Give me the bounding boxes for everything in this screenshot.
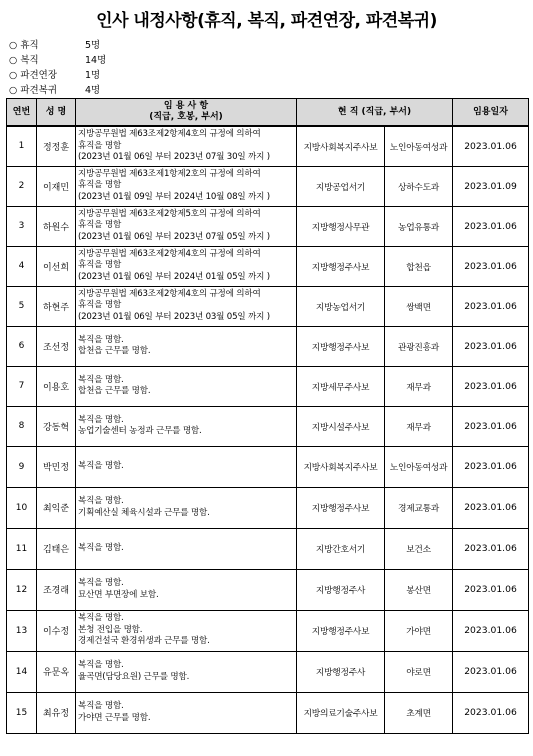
row-position: 지방행정주사보	[297, 326, 385, 366]
appointment-line: 지방공무원법 제63조제2항제4호의 규정에 의하여	[78, 288, 261, 299]
row-department: 봉산면	[385, 569, 453, 610]
row-no: 7	[7, 366, 37, 406]
row-position: 지방시설주사보	[297, 406, 385, 446]
table-row	[7, 651, 529, 692]
row-appointment	[76, 651, 297, 692]
summary-list	[9, 38, 106, 98]
row-department: 농업유통과	[385, 206, 453, 246]
row-date: 2023.01.06	[453, 326, 529, 366]
row-position: 지방공업서기	[297, 166, 385, 206]
table-row	[7, 366, 529, 406]
summary-label: ○ 파견복귀	[9, 83, 85, 98]
summary-item	[9, 53, 106, 68]
appointment-line: 복직을 명함.	[78, 701, 124, 711]
row-date: 2023.01.06	[453, 487, 529, 528]
table-row	[7, 286, 529, 326]
row-date: 2023.01.06	[453, 366, 529, 406]
row-position: 지방행정사무관	[297, 206, 385, 246]
appointment-line: 복직을 명함.	[78, 578, 124, 588]
row-date: 2023.01.06	[453, 206, 529, 246]
row-no: 1	[7, 126, 37, 166]
summary-count: 4명	[85, 85, 101, 96]
row-no: 2	[7, 166, 37, 206]
table-row	[7, 166, 529, 206]
table-row	[7, 446, 529, 487]
row-appointment	[76, 246, 297, 286]
row-position: 지방의료기술주사보	[297, 692, 385, 733]
row-name: 강동혁	[37, 406, 76, 446]
row-appointment	[76, 446, 297, 487]
header-appointment	[76, 99, 297, 127]
appointment-line: (2023년 01월 06일 부터 2023년 07월 05일 까지 )	[78, 231, 270, 242]
row-position: 지방사회복지주사보	[297, 126, 385, 166]
row-date: 2023.01.06	[453, 610, 529, 651]
row-department: 노인아동여성과	[385, 126, 453, 166]
page-title: 인사 내정사항(휴직, 복직, 파견연장, 파견복귀)	[96, 11, 437, 31]
row-name: 하원수	[37, 206, 76, 246]
row-no: 11	[7, 528, 37, 569]
row-department: 초계면	[385, 692, 453, 733]
appointment-line: 복직을 명함.	[78, 334, 124, 345]
row-department: 가야면	[385, 610, 453, 651]
row-name: 유문옥	[37, 651, 76, 692]
summary-item	[9, 83, 106, 98]
row-appointment	[76, 528, 297, 569]
row-position: 지방행정주사보	[297, 246, 385, 286]
row-position: 지방세무주사보	[297, 366, 385, 406]
row-department: 합천읍	[385, 246, 453, 286]
row-appointment	[76, 569, 297, 610]
appointment-line: 휴직을 명함	[78, 140, 122, 151]
appointment-line: 율곡면(담당요원) 근무를 명함.	[78, 671, 190, 682]
table-row	[7, 246, 529, 286]
appointment-line: (2023년 01월 06일 부터 2023년 03월 05일 까지 )	[78, 311, 270, 322]
row-no: 14	[7, 651, 37, 692]
row-appointment	[76, 286, 297, 326]
summary-count: 1명	[85, 70, 101, 81]
row-no: 3	[7, 206, 37, 246]
row-appointment	[76, 692, 297, 733]
row-date: 2023.01.09	[453, 166, 529, 206]
header-appointment-sub: (직급, 호봉, 부서)	[149, 112, 223, 122]
appointment-line: (2023년 01월 06일 부터 2023년 07월 30일 까지 )	[78, 152, 270, 162]
appointment-line: 복직을 명함.	[78, 660, 124, 670]
header-name: 성 명	[37, 99, 76, 127]
row-department: 상하수도과	[385, 166, 453, 206]
row-name: 이선희	[37, 246, 76, 286]
row-name: 박민정	[37, 446, 76, 487]
row-position: 지방행정주사	[297, 651, 385, 692]
header-appointment-title: 임 용 사 항	[163, 101, 209, 111]
row-date: 2023.01.06	[453, 286, 529, 326]
appointment-line: 휴직을 명함	[78, 300, 122, 311]
table-row	[7, 126, 529, 166]
appointment-line: 지방공무원법 제63조제2항제4호의 규정에 의하여	[78, 248, 261, 259]
appointment-line: 합천읍 근무를 명함.	[78, 346, 151, 356]
row-appointment	[76, 326, 297, 366]
table-row	[7, 569, 529, 610]
row-name: 최유정	[37, 692, 76, 733]
appointment-line: 가야면 근무를 명함.	[78, 712, 151, 723]
table-row	[7, 326, 529, 366]
row-no: 9	[7, 446, 37, 487]
appointment-line: (2023년 01월 06일 부터 2024년 01월 05일 까지 )	[78, 271, 270, 282]
row-date: 2023.01.06	[453, 246, 529, 286]
row-date: 2023.01.06	[453, 406, 529, 446]
table-row	[7, 610, 529, 651]
appointment-line: 복직을 명함.	[78, 496, 124, 506]
header-no: 연번	[7, 99, 37, 127]
summary-label: ○ 휴직	[9, 38, 85, 53]
row-department: 노인아동여성과	[385, 446, 453, 487]
appointment-line: (2023년 01월 09일 부터 2024년 10월 08일 까지 )	[78, 191, 270, 202]
row-no: 4	[7, 246, 37, 286]
row-name: 이수정	[37, 610, 76, 651]
summary-count: 5명	[85, 40, 101, 51]
row-no: 13	[7, 610, 37, 651]
row-date: 2023.01.06	[453, 651, 529, 692]
appointment-line: 지방공무원법 제63조제2항제5호의 규정에 의하여	[78, 208, 261, 219]
row-position: 지방농업서기	[297, 286, 385, 326]
row-appointment	[76, 166, 297, 206]
appointment-line: 합천읍 근무를 명함.	[78, 386, 151, 396]
row-position: 지방행정주사보	[297, 610, 385, 651]
table-body	[7, 126, 529, 733]
row-department: 쌍백면	[385, 286, 453, 326]
row-date: 2023.01.06	[453, 126, 529, 166]
appointment-line: 복직을 명함.	[78, 414, 124, 425]
row-department: 재무과	[385, 406, 453, 446]
row-no: 8	[7, 406, 37, 446]
appointment-line: 지방공무원법 제63조제2항제4호의 규정에 의하여	[78, 129, 261, 139]
row-appointment	[76, 126, 297, 166]
row-position: 지방사회복지주사보	[297, 446, 385, 487]
table-row	[7, 206, 529, 246]
appointment-line: 휴직을 명함	[78, 260, 122, 271]
table-row	[7, 406, 529, 446]
row-department: 관광진흥과	[385, 326, 453, 366]
appointment-line: 복직을 명함.	[78, 374, 124, 385]
row-name: 이용호	[37, 366, 76, 406]
row-department: 야로면	[385, 651, 453, 692]
row-position: 지방행정주사보	[297, 487, 385, 528]
row-name: 정정훈	[37, 126, 76, 166]
appointment-line: 지방공무원법 제63조제1항제2호의 규정에 의하여	[78, 168, 261, 179]
summary-item	[9, 68, 106, 83]
row-position: 지방행정주사	[297, 569, 385, 610]
appointment-line: 농업기술센터 농정과 근무를 명함.	[78, 426, 202, 436]
row-date: 2023.01.06	[453, 446, 529, 487]
summary-label: ○ 복직	[9, 53, 85, 68]
appointment-line: 본청 전입을 명함.	[78, 624, 143, 635]
table-row	[7, 528, 529, 569]
row-no: 5	[7, 286, 37, 326]
appointment-line: 복직을 명함.	[78, 460, 124, 471]
row-name: 김태은	[37, 528, 76, 569]
row-name: 조선정	[37, 326, 76, 366]
row-appointment	[76, 487, 297, 528]
row-position: 지방간호서기	[297, 528, 385, 569]
table-row	[7, 487, 529, 528]
row-date: 2023.01.06	[453, 569, 529, 610]
row-department: 재무과	[385, 366, 453, 406]
appointment-line: 복직을 명함.	[78, 613, 124, 624]
summary-item	[9, 38, 106, 53]
row-appointment	[76, 406, 297, 446]
summary-count: 14명	[85, 55, 107, 66]
row-name: 하현주	[37, 286, 76, 326]
header-current: 현 직 (직급, 부서)	[297, 99, 453, 127]
appointment-line: 경제건설국 환경위생과 근무를 명함.	[78, 636, 210, 647]
appointment-line: 묘산면 부면장에 보함.	[78, 589, 159, 600]
row-no: 10	[7, 487, 37, 528]
row-appointment	[76, 366, 297, 406]
row-appointment	[76, 610, 297, 651]
row-no: 12	[7, 569, 37, 610]
row-department: 경제교통과	[385, 487, 453, 528]
appointment-table	[6, 98, 529, 734]
row-appointment	[76, 206, 297, 246]
appointment-line: 복직을 명함.	[78, 542, 124, 553]
row-name: 이재민	[37, 166, 76, 206]
appointment-line: 휴직을 명함	[78, 180, 122, 191]
row-name: 최익준	[37, 487, 76, 528]
row-no: 6	[7, 326, 37, 366]
summary-label: ○ 파견연장	[9, 68, 85, 83]
row-date: 2023.01.06	[453, 528, 529, 569]
appointment-line: 휴직을 명함	[78, 220, 122, 231]
row-name: 조경래	[37, 569, 76, 610]
header-date: 임용일자	[453, 99, 529, 127]
row-department: 보건소	[385, 528, 453, 569]
table-header-row	[7, 99, 529, 127]
row-date: 2023.01.06	[453, 692, 529, 733]
row-no: 15	[7, 692, 37, 733]
appointment-line: 기획예산실 체육시설과 근무를 명함.	[78, 507, 210, 518]
table-row	[7, 692, 529, 733]
